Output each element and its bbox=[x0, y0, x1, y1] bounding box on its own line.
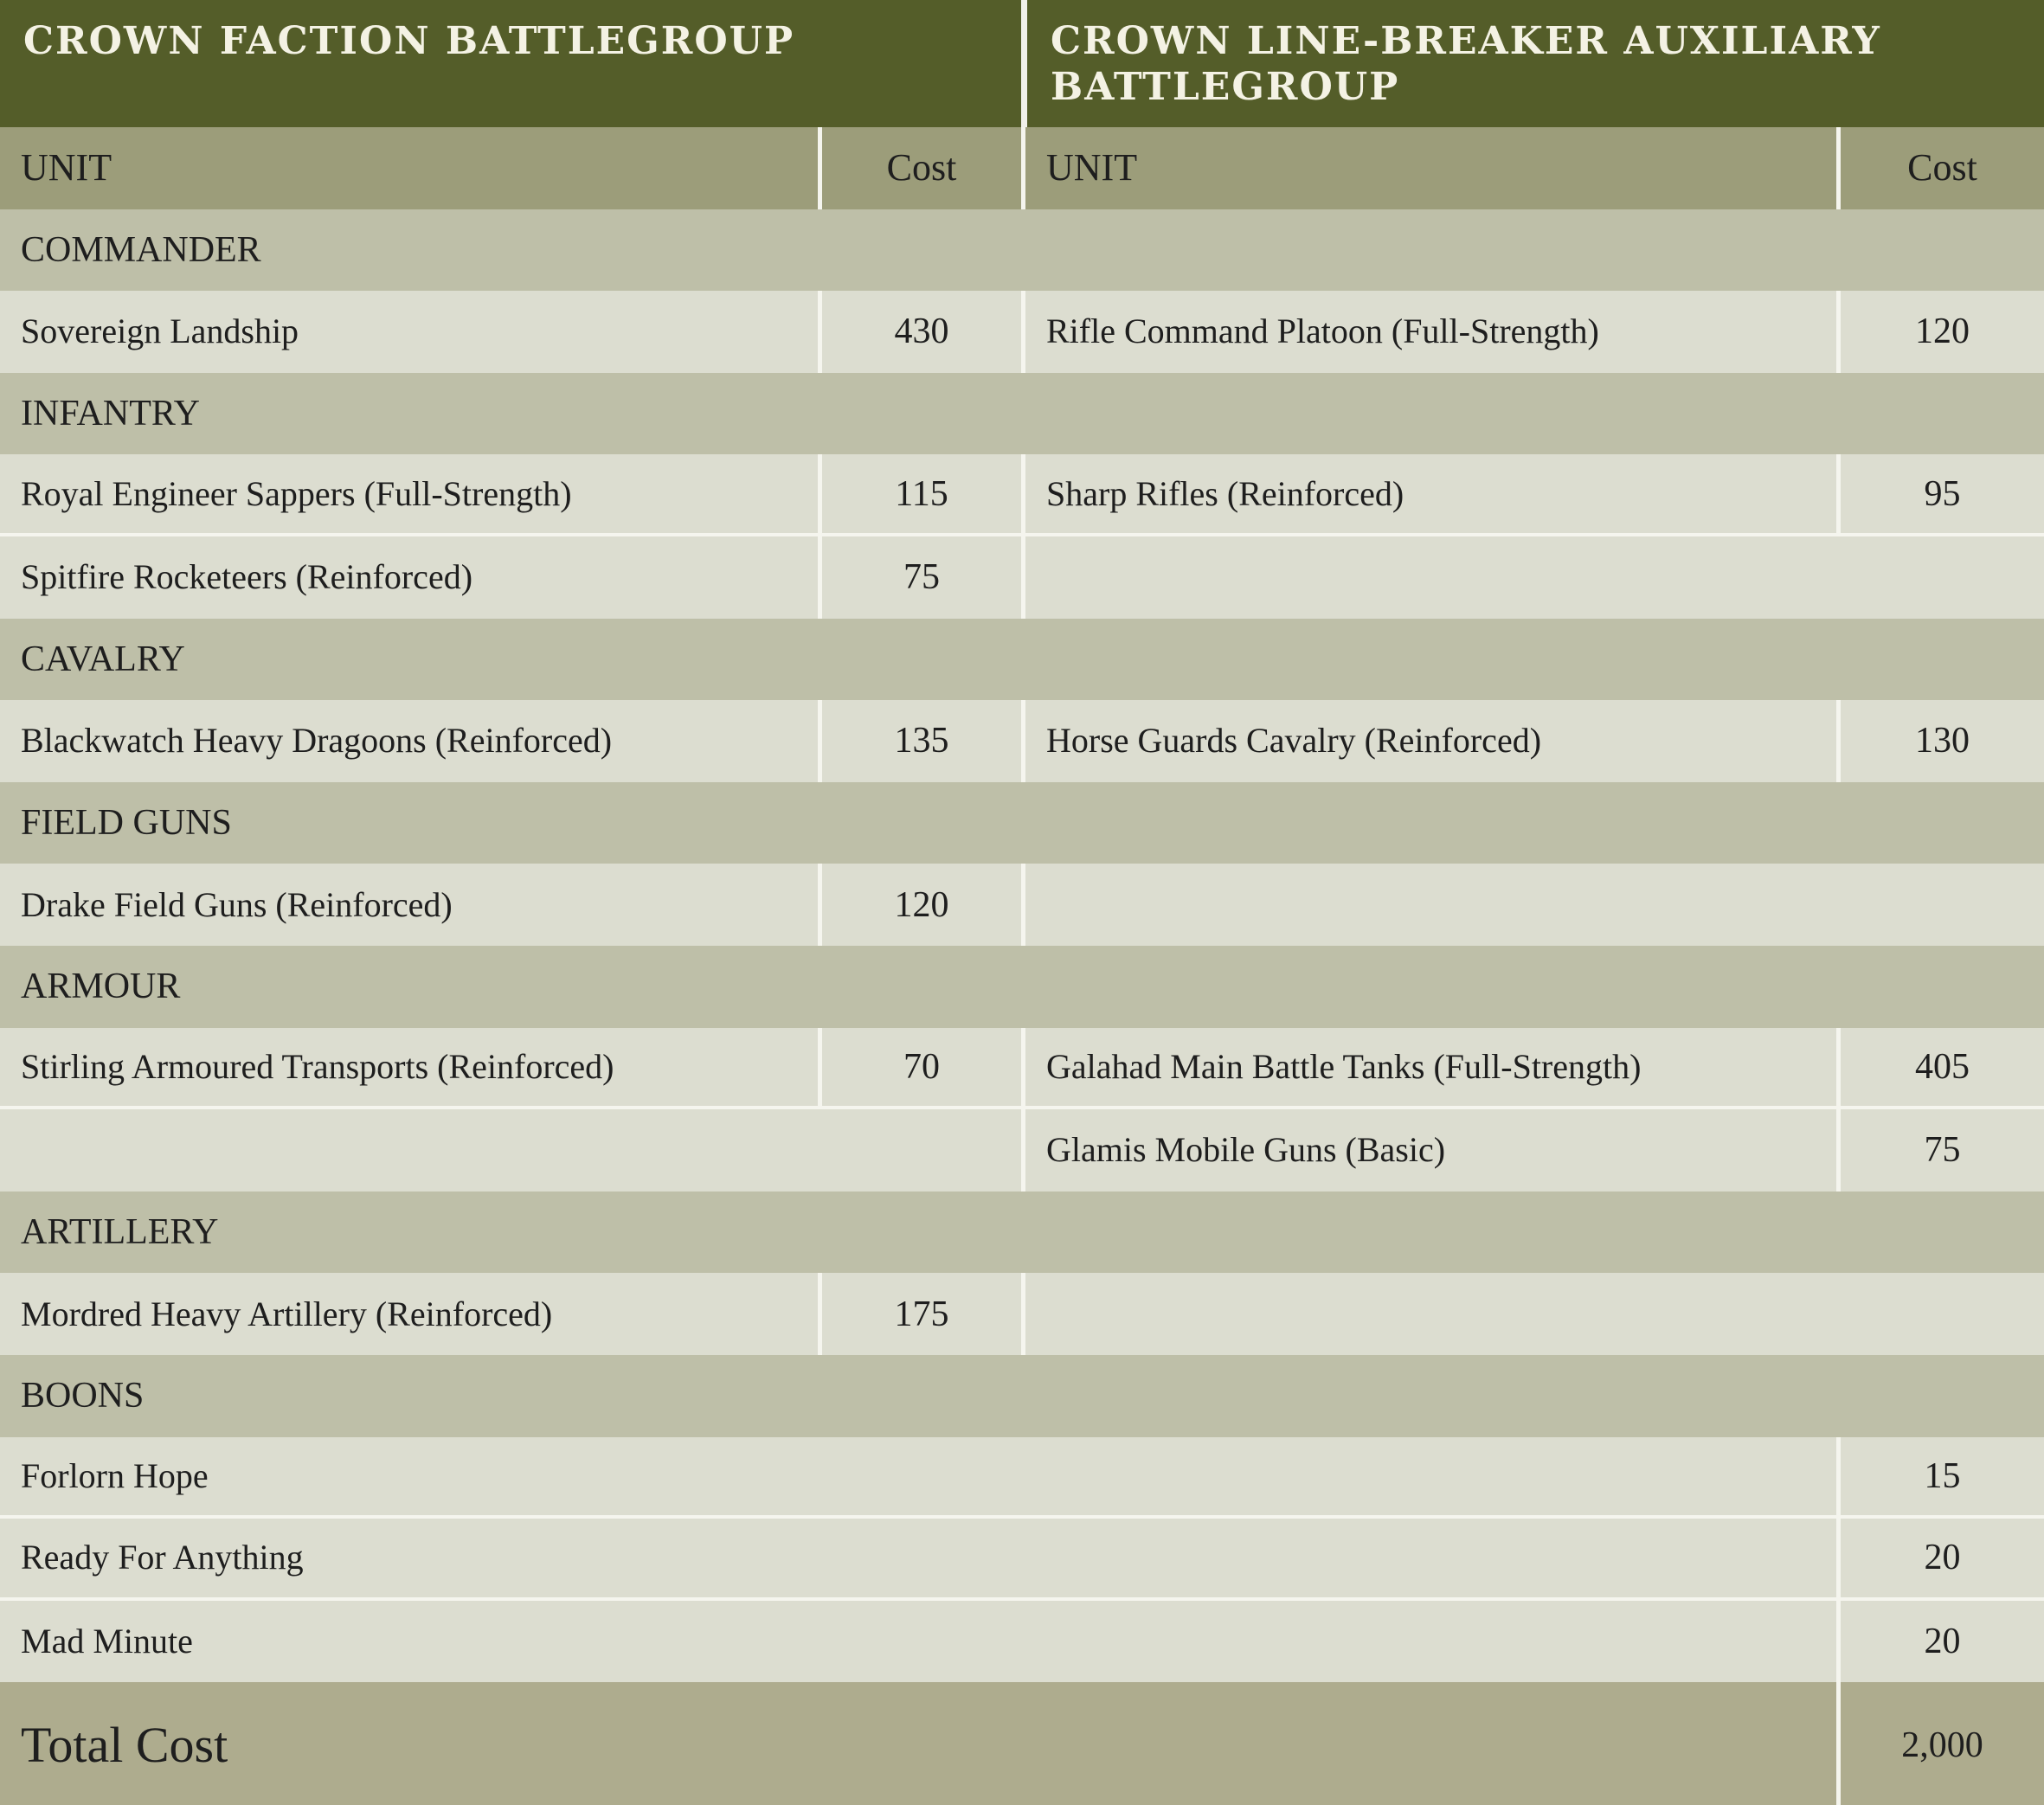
section-infantry: INFANTRY bbox=[0, 373, 2044, 455]
left-unit-cost: 175 bbox=[818, 1273, 1021, 1355]
right-unit-name: Horse Guards Cavalry (Reinforced) bbox=[1021, 700, 1836, 782]
right-unit-name: Rifle Command Platoon (Full-Strength) bbox=[1021, 291, 1836, 373]
total-cost-label: Total Cost bbox=[0, 1682, 1836, 1805]
left-unit-name: Royal Engineer Sappers (Full-Strength) bbox=[0, 454, 818, 536]
left-unit-name: Blackwatch Heavy Dragoons (Reinforced) bbox=[0, 700, 818, 782]
left-unit-cost: 70 bbox=[818, 1028, 1021, 1110]
right-unit-name: Glamis Mobile Guns (Basic) bbox=[1021, 1109, 1836, 1192]
section-armour: ARMOUR bbox=[0, 946, 2044, 1028]
right-unit-cost: 120 bbox=[1836, 291, 2044, 373]
right-unit-header: UNIT bbox=[1021, 127, 1836, 209]
boon-name: Forlorn Hope bbox=[0, 1437, 1836, 1519]
left-unit-cost: 75 bbox=[818, 536, 1021, 619]
left-cost-header: Cost bbox=[818, 127, 1021, 209]
left-unit-cost: 430 bbox=[818, 291, 1021, 373]
right-unit-cost: 130 bbox=[1836, 700, 2044, 782]
boon-cost: 20 bbox=[1836, 1519, 2044, 1601]
section-field-guns: FIELD GUNS bbox=[0, 782, 2044, 864]
boon-cost: 20 bbox=[1836, 1601, 2044, 1683]
right-cost-header: Cost bbox=[1836, 127, 2044, 209]
left-unit-name: Mordred Heavy Artillery (Reinforced) bbox=[0, 1273, 818, 1355]
left-unit-name: Sovereign Landship bbox=[0, 291, 818, 373]
left-unit-cost: 135 bbox=[818, 700, 1021, 782]
left-unit-name: Drake Field Guns (Reinforced) bbox=[0, 864, 818, 946]
right-unit-name: Sharp Rifles (Reinforced) bbox=[1021, 454, 1836, 536]
total-cost-value: 2,000 bbox=[1836, 1682, 2044, 1805]
empty-cell bbox=[1021, 1273, 2044, 1355]
left-unit-header: UNIT bbox=[0, 127, 818, 209]
empty-cell bbox=[0, 1109, 1021, 1192]
boon-cost: 15 bbox=[1836, 1437, 2044, 1519]
left-unit-name: Stirling Armoured Transports (Reinforced) bbox=[0, 1028, 818, 1110]
left-unit-cost: 120 bbox=[818, 864, 1021, 946]
section-boons: BOONS bbox=[0, 1355, 2044, 1437]
left-unit-cost: 115 bbox=[818, 454, 1021, 536]
empty-cell bbox=[1021, 864, 2044, 946]
empty-cell bbox=[1021, 536, 2044, 619]
boon-name: Ready For Anything bbox=[0, 1519, 1836, 1601]
section-artillery: ARTILLERY bbox=[0, 1192, 2044, 1274]
left-table-title: CROWN FACTION BATTLEGROUP bbox=[0, 0, 1021, 127]
right-table-title: CROWN LINE-BREAKER AUXILIARY BATTLEGROUP bbox=[1021, 0, 2044, 127]
section-cavalry: CAVALRY bbox=[0, 619, 2044, 701]
section-commander: COMMANDER bbox=[0, 209, 2044, 292]
right-unit-cost: 405 bbox=[1836, 1028, 2044, 1110]
right-unit-cost: 75 bbox=[1836, 1109, 2044, 1192]
right-unit-cost: 95 bbox=[1836, 454, 2044, 536]
right-unit-name: Galahad Main Battle Tanks (Full-Strength) bbox=[1021, 1028, 1836, 1110]
boon-name: Mad Minute bbox=[0, 1601, 1836, 1683]
left-unit-name: Spitfire Rocketeers (Reinforced) bbox=[0, 536, 818, 619]
